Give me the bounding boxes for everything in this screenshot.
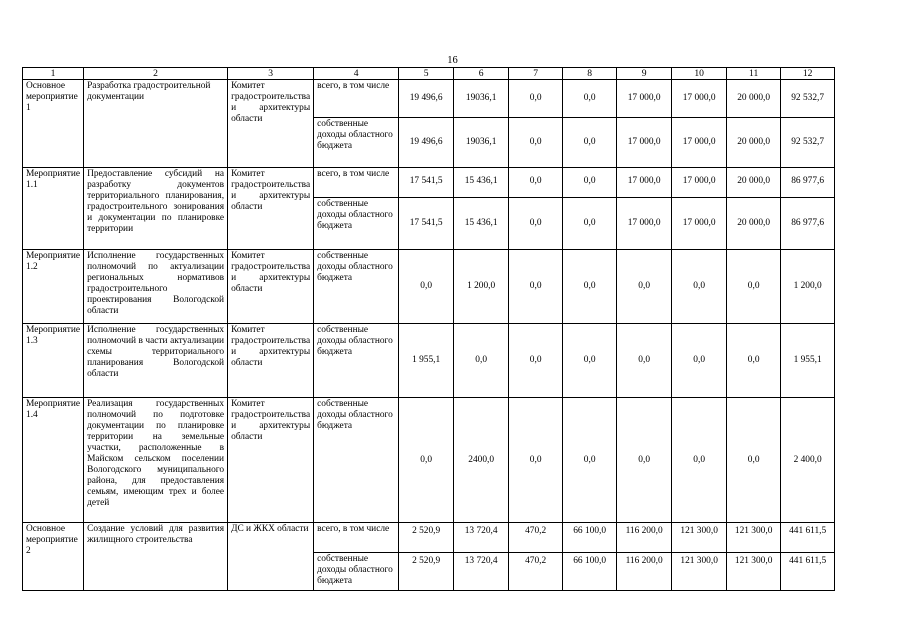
table-row <box>23 250 835 324</box>
value-cell: 0,0 <box>454 324 509 398</box>
column-header: 2 <box>84 68 228 80</box>
column-header: 1 <box>23 68 84 80</box>
value-cell: 470,2 <box>509 553 563 591</box>
value-cell: 441 611,5 <box>781 523 835 553</box>
value-cell: 1 955,1 <box>781 324 835 398</box>
event-name-cell: Мероприятие 1.1 <box>23 168 84 250</box>
value-cell: 17 000,0 <box>672 198 727 250</box>
value-cell: 1 955,1 <box>399 324 454 398</box>
value-cell: 0,0 <box>563 168 617 198</box>
event-description-cell: Предоставление субсидий на разработку документов территориального планирования, градостроительного зонирования и документации по планировке территории <box>84 168 228 250</box>
event-name-cell: Мероприятие 1.3 <box>23 324 84 398</box>
value-cell: 0,0 <box>727 250 781 324</box>
funding-source-cell: всего, в том числе <box>314 523 399 553</box>
column-header: 3 <box>228 68 314 80</box>
funding-source-cell: собственные доходы областного бюджета <box>314 553 399 591</box>
funding-source-cell: собственные доходы областного бюджета <box>314 250 399 324</box>
value-cell: 0,0 <box>509 118 563 168</box>
column-header: 10 <box>672 68 727 80</box>
value-cell: 20 000,0 <box>727 168 781 198</box>
value-cell: 0,0 <box>672 324 727 398</box>
value-cell: 17 000,0 <box>672 118 727 168</box>
value-cell: 17 000,0 <box>617 118 672 168</box>
value-cell: 86 977,6 <box>781 198 835 250</box>
value-cell: 15 436,1 <box>454 198 509 250</box>
table-row <box>23 80 835 118</box>
value-cell: 0,0 <box>509 80 563 118</box>
value-cell: 0,0 <box>563 118 617 168</box>
value-cell: 0,0 <box>617 324 672 398</box>
column-header: 11 <box>727 68 781 80</box>
value-cell: 2400,0 <box>454 398 509 523</box>
value-cell: 17 541,5 <box>399 168 454 198</box>
value-cell: 92 532,7 <box>781 118 835 168</box>
event-description-cell: Исполнение государственных полномочий в части актуализации схемы территориального планирования Вологодской области <box>84 324 228 398</box>
table-row <box>23 398 835 523</box>
value-cell: 17 000,0 <box>617 80 672 118</box>
funding-source-cell: собственные доходы областного бюджета <box>314 198 399 250</box>
value-cell: 0,0 <box>727 398 781 523</box>
value-cell: 0,0 <box>672 398 727 523</box>
value-cell: 121 300,0 <box>672 523 727 553</box>
value-cell: 121 300,0 <box>727 523 781 553</box>
column-header: 12 <box>781 68 835 80</box>
event-description-cell: Исполнение государственных полномочий по актуализации региональных нормативов градостроительного проектирования Вологодской области <box>84 250 228 324</box>
value-cell: 0,0 <box>563 398 617 523</box>
column-header: 7 <box>509 68 563 80</box>
value-cell: 13 720,4 <box>454 553 509 591</box>
event-description-cell: Создание условий для развития жилищного строительства <box>84 523 228 591</box>
funding-source-cell: собственные доходы областного бюджета <box>314 118 399 168</box>
funding-source-cell: всего, в том числе <box>314 80 399 118</box>
event-name-cell: Основное мероприятие 1 <box>23 80 84 168</box>
value-cell: 66 100,0 <box>563 553 617 591</box>
value-cell: 20 000,0 <box>727 80 781 118</box>
value-cell: 17 000,0 <box>672 168 727 198</box>
value-cell: 20 000,0 <box>727 198 781 250</box>
value-cell: 19036,1 <box>454 118 509 168</box>
value-cell: 66 100,0 <box>563 523 617 553</box>
value-cell: 0,0 <box>563 198 617 250</box>
budget-table <box>22 67 835 591</box>
table-row <box>23 168 835 198</box>
value-cell: 92 532,7 <box>781 80 835 118</box>
page-number: 16 <box>447 55 458 66</box>
table-row <box>23 324 835 398</box>
value-cell: 0,0 <box>509 168 563 198</box>
value-cell: 0,0 <box>399 250 454 324</box>
responsible-cell: Комитет градостроительства и архитектуры области <box>228 80 314 168</box>
value-cell: 0,0 <box>509 250 563 324</box>
event-name-cell: Мероприятие 1.2 <box>23 250 84 324</box>
column-header: 4 <box>314 68 399 80</box>
funding-source-cell: собственные доходы областного бюджета <box>314 324 399 398</box>
value-cell: 121 300,0 <box>727 553 781 591</box>
value-cell: 116 200,0 <box>617 523 672 553</box>
event-description-cell: Разработка градостроительной документации <box>84 80 228 168</box>
value-cell: 0,0 <box>509 198 563 250</box>
value-cell: 1 200,0 <box>454 250 509 324</box>
event-name-cell: Мероприятие 1.4 <box>23 398 84 523</box>
value-cell: 0,0 <box>617 398 672 523</box>
value-cell: 2 520,9 <box>399 553 454 591</box>
table-row <box>23 523 835 553</box>
column-header: 5 <box>399 68 454 80</box>
column-header: 6 <box>454 68 509 80</box>
responsible-cell: ДС и ЖКХ области <box>228 523 314 591</box>
value-cell: 19036,1 <box>454 80 509 118</box>
event-description-cell: Реализация государственных полномочий по подготовке документации по планировке территории на земельные участки, расположенные в Майском сельском поселении Вологодского муниципального района, для предоставления семьям, имеющим трех и более детей <box>84 398 228 523</box>
column-header: 9 <box>617 68 672 80</box>
value-cell: 13 720,4 <box>454 523 509 553</box>
value-cell: 17 000,0 <box>617 168 672 198</box>
value-cell: 0,0 <box>672 250 727 324</box>
value-cell: 0,0 <box>563 324 617 398</box>
value-cell: 0,0 <box>617 250 672 324</box>
responsible-cell: Комитет градостроительства и архитектуры области <box>228 398 314 523</box>
responsible-cell: Комитет градостроительства и архитектуры области <box>228 324 314 398</box>
value-cell: 20 000,0 <box>727 118 781 168</box>
value-cell: 19 496,6 <box>399 118 454 168</box>
value-cell: 0,0 <box>563 80 617 118</box>
value-cell: 0,0 <box>509 398 563 523</box>
column-header: 8 <box>563 68 617 80</box>
value-cell: 470,2 <box>509 523 563 553</box>
value-cell: 17 000,0 <box>672 80 727 118</box>
value-cell: 86 977,6 <box>781 168 835 198</box>
event-name-cell: Основное мероприятие 2 <box>23 523 84 591</box>
value-cell: 17 000,0 <box>617 198 672 250</box>
value-cell: 15 436,1 <box>454 168 509 198</box>
header-row <box>23 68 835 80</box>
value-cell: 2 520,9 <box>399 523 454 553</box>
value-cell: 121 300,0 <box>672 553 727 591</box>
value-cell: 0,0 <box>563 250 617 324</box>
value-cell: 17 541,5 <box>399 198 454 250</box>
responsible-cell: Комитет градостроительства и архитектуры области <box>228 168 314 250</box>
value-cell: 441 611,5 <box>781 553 835 591</box>
value-cell: 0,0 <box>399 398 454 523</box>
value-cell: 19 496,6 <box>399 80 454 118</box>
value-cell: 1 200,0 <box>781 250 835 324</box>
value-cell: 0,0 <box>727 324 781 398</box>
value-cell: 2 400,0 <box>781 398 835 523</box>
responsible-cell: Комитет градостроительства и архитектуры области <box>228 250 314 324</box>
value-cell: 0,0 <box>509 324 563 398</box>
funding-source-cell: собственные доходы областного бюджета <box>314 398 399 523</box>
value-cell: 116 200,0 <box>617 553 672 591</box>
funding-source-cell: всего, в том числе <box>314 168 399 198</box>
